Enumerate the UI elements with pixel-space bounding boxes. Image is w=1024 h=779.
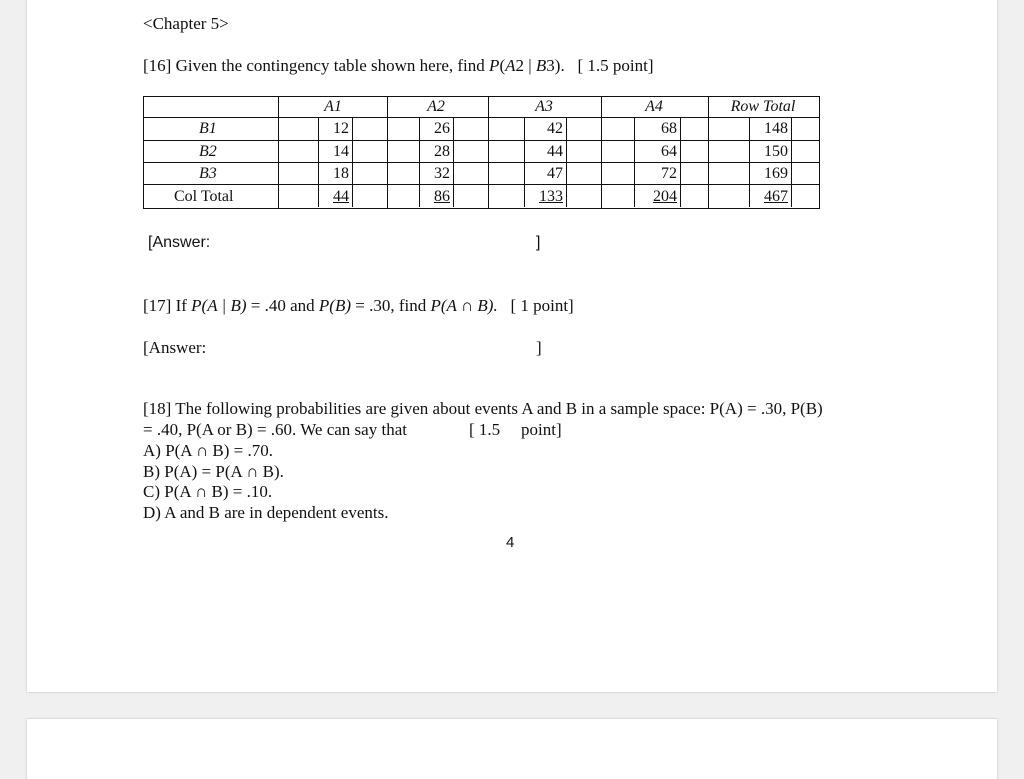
q18-option-c: C) P(A ∩ B) = .10. [143, 482, 273, 501]
row-label-b1: B1 [199, 120, 217, 137]
col-header-a4: A4 [645, 98, 663, 115]
cell-b1-a3: 42 [547, 120, 563, 137]
q16-p: P [489, 56, 500, 75]
cell-b2-a3: 44 [547, 143, 563, 160]
total-grand: 467 [764, 188, 788, 205]
q16-end: 3). [546, 56, 565, 75]
cell-b3-a3: 47 [547, 165, 563, 182]
total-a1: 44 [333, 188, 349, 205]
q17-t1: = .40 and [246, 296, 319, 315]
q16-points: [ 1.5 point] [577, 56, 654, 75]
total-a2: 86 [434, 188, 450, 205]
chapter-heading: <Chapter 5> [143, 14, 229, 33]
q17-num: [17] If [143, 296, 192, 315]
cell-b2-a1: 14 [333, 143, 349, 160]
row-label-b2: B2 [199, 143, 217, 160]
cell-b3-a1: 18 [333, 165, 349, 182]
cell-b1-a1: 12 [333, 120, 349, 137]
q16-b: B [535, 56, 547, 75]
q18-option-a: A) P(A ∩ B) = .70. [143, 441, 274, 460]
page-number: 4 [506, 534, 515, 551]
question-16 [143, 56, 654, 76]
q18-line2-text: = .40, P(A or B) = .60. We can say that [143, 420, 407, 439]
q17-a3: (A ∩ B). [440, 296, 498, 315]
answer-16-open: [Answer: [148, 234, 211, 251]
cell-b3-total: 169 [764, 165, 788, 182]
total-a3: 133 [539, 188, 563, 205]
q17-p3: P [430, 296, 441, 315]
q18-points-a: [ 1.5 [469, 420, 501, 439]
question-17 [143, 296, 574, 316]
col-header-a3: A3 [535, 98, 553, 115]
cell-b3-a2: 32 [434, 165, 450, 182]
q17-a1: (A | B) [201, 296, 247, 315]
answer-16-close: ] [536, 234, 541, 251]
col-header-row-total: Row Total [730, 98, 796, 115]
row-label-b3: B3 [199, 165, 217, 182]
q17-points: [ 1 point] [510, 296, 574, 315]
cell-b2-total: 150 [764, 143, 788, 160]
contingency-table [143, 96, 820, 209]
cell-b3-a4: 72 [661, 165, 677, 182]
q16-mid: 2 | [515, 56, 536, 75]
q18-points-b: point] [521, 420, 562, 439]
cell-b2-a2: 28 [434, 143, 450, 160]
q17-t2: = .30, find [351, 296, 431, 315]
q17-p2: P [318, 296, 330, 315]
q18-option-b: B) P(A) = P(A ∩ B). [143, 462, 284, 481]
question-18-line2 [143, 420, 407, 440]
cell-b1-a4: 68 [661, 120, 677, 137]
cell-b2-a4: 64 [661, 143, 677, 160]
q18-option-d: D) A and B are in dependent events. [143, 503, 389, 522]
row-label-col-total: Col Total [174, 188, 234, 205]
question-18-line1: [18] The following probabilities are given about events A and B in a sample space: P(A) = .30, P(B) [143, 399, 823, 418]
answer-17-open: [Answer: [143, 338, 207, 357]
q17-p1: P [191, 296, 202, 315]
col-header-a1: A1 [324, 98, 342, 115]
col-header-a2: A2 [427, 98, 445, 115]
total-a4: 204 [653, 188, 677, 205]
q16-paren: ( [499, 56, 506, 75]
cell-b1-total: 148 [764, 120, 788, 137]
q16-text: [16] Given the contingency table shown here, find [143, 56, 490, 75]
cell-b1-a2: 26 [434, 120, 450, 137]
q16-a: A [505, 56, 516, 75]
q17-a2: (B) [329, 296, 352, 315]
answer-17-close: ] [536, 338, 542, 357]
next-page [27, 719, 997, 779]
